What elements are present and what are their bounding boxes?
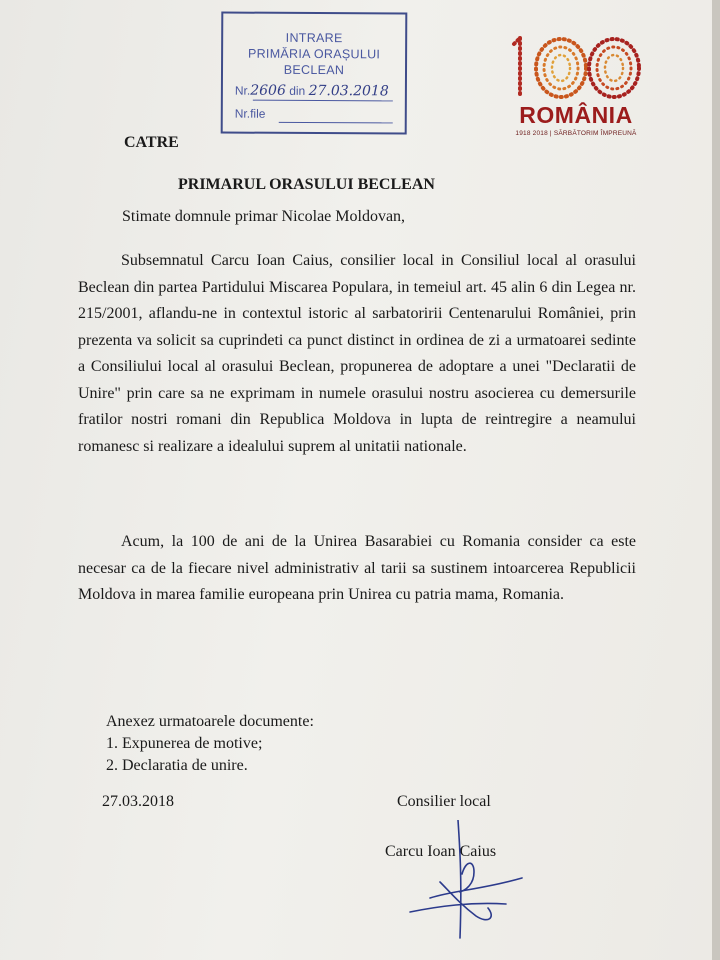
annex-item-1: 1. Expunerea de motive; [106, 735, 263, 752]
logo-tagline: 1918 2018 | SĂRBĂTORIM ÎMPREUNĂ [515, 130, 637, 137]
stamp-number-row [235, 83, 389, 100]
page-edge-shadow [712, 0, 720, 960]
annex-item-2: 2. Declaratia de unire. [106, 757, 248, 774]
stamp-file-rule [279, 122, 393, 124]
stamp-title: INTRARE [285, 30, 343, 46]
stamp-nr-rule [253, 100, 393, 102]
stamp-din-label: din [289, 83, 306, 98]
stamp-date-value: 27.03.2018 [308, 82, 389, 100]
recipient: PRIMARUL ORASULUI BECLEAN [178, 176, 435, 193]
body-paragraph-1: Subsemnatul Carcu Ioan Caius, consilier local in Consiliul local al orasului Beclean din partea Partidului Miscarea Populara, in temeiul art. 45 alin 6 din Legea nr. 215/2001, aflandu-ne in contextul istoric al sarbatoririi Centenarului României, prin prezenta va solicit sa cuprindeti ca punct distinct in ordinea de zi a urmatoarei sedinte a Consiliului local al orasului Beclean, propunerea de adoptare a unei "Declaratii de Unire" prin care sa ne exprimam in numele orasului nostru asocierea cu demersurile fratilor nostri romani din Republica Moldova in lupta de reintregire a neamului romanesc si realizare a idealului suprem al unitatii nationale. [78, 252, 636, 455]
letter-date: 27.03.2018 [102, 793, 174, 810]
centenary-100-mark [506, 30, 646, 105]
stamp-city: BECLEAN [283, 62, 345, 78]
stamp-institution: PRIMĂRIA ORAȘULUI [247, 46, 381, 62]
salutation: Stimate domnule primar Nicolae Moldovan, [122, 208, 406, 225]
annex-heading: Anexez urmatoarele documente: [106, 713, 314, 730]
stamp-file-label: Nr.file [234, 106, 266, 121]
body-paragraph-2: Acum, la 100 de ani de la Unirea Basarabiei cu Romania consider ca este necesar ca de la fiecare nivel administrativ al tarii sa sustinem intoarcerea Republicii Moldova in marea familie europeana prin Unirea cu patria mama, Romania. [78, 533, 636, 603]
signer-title: Consilier local [397, 793, 491, 810]
centenary-logo [506, 30, 646, 140]
stamp-nr-label: Nr. [234, 83, 251, 98]
to-label: CATRE [124, 134, 179, 151]
stamp-nr-value: 2606 [250, 82, 286, 99]
signer-name: Carcu Ioan Caius [385, 843, 497, 860]
registration-stamp [221, 12, 408, 135]
handwritten-signature [400, 820, 540, 940]
logo-wordmark: ROMÂNIA [519, 102, 633, 128]
